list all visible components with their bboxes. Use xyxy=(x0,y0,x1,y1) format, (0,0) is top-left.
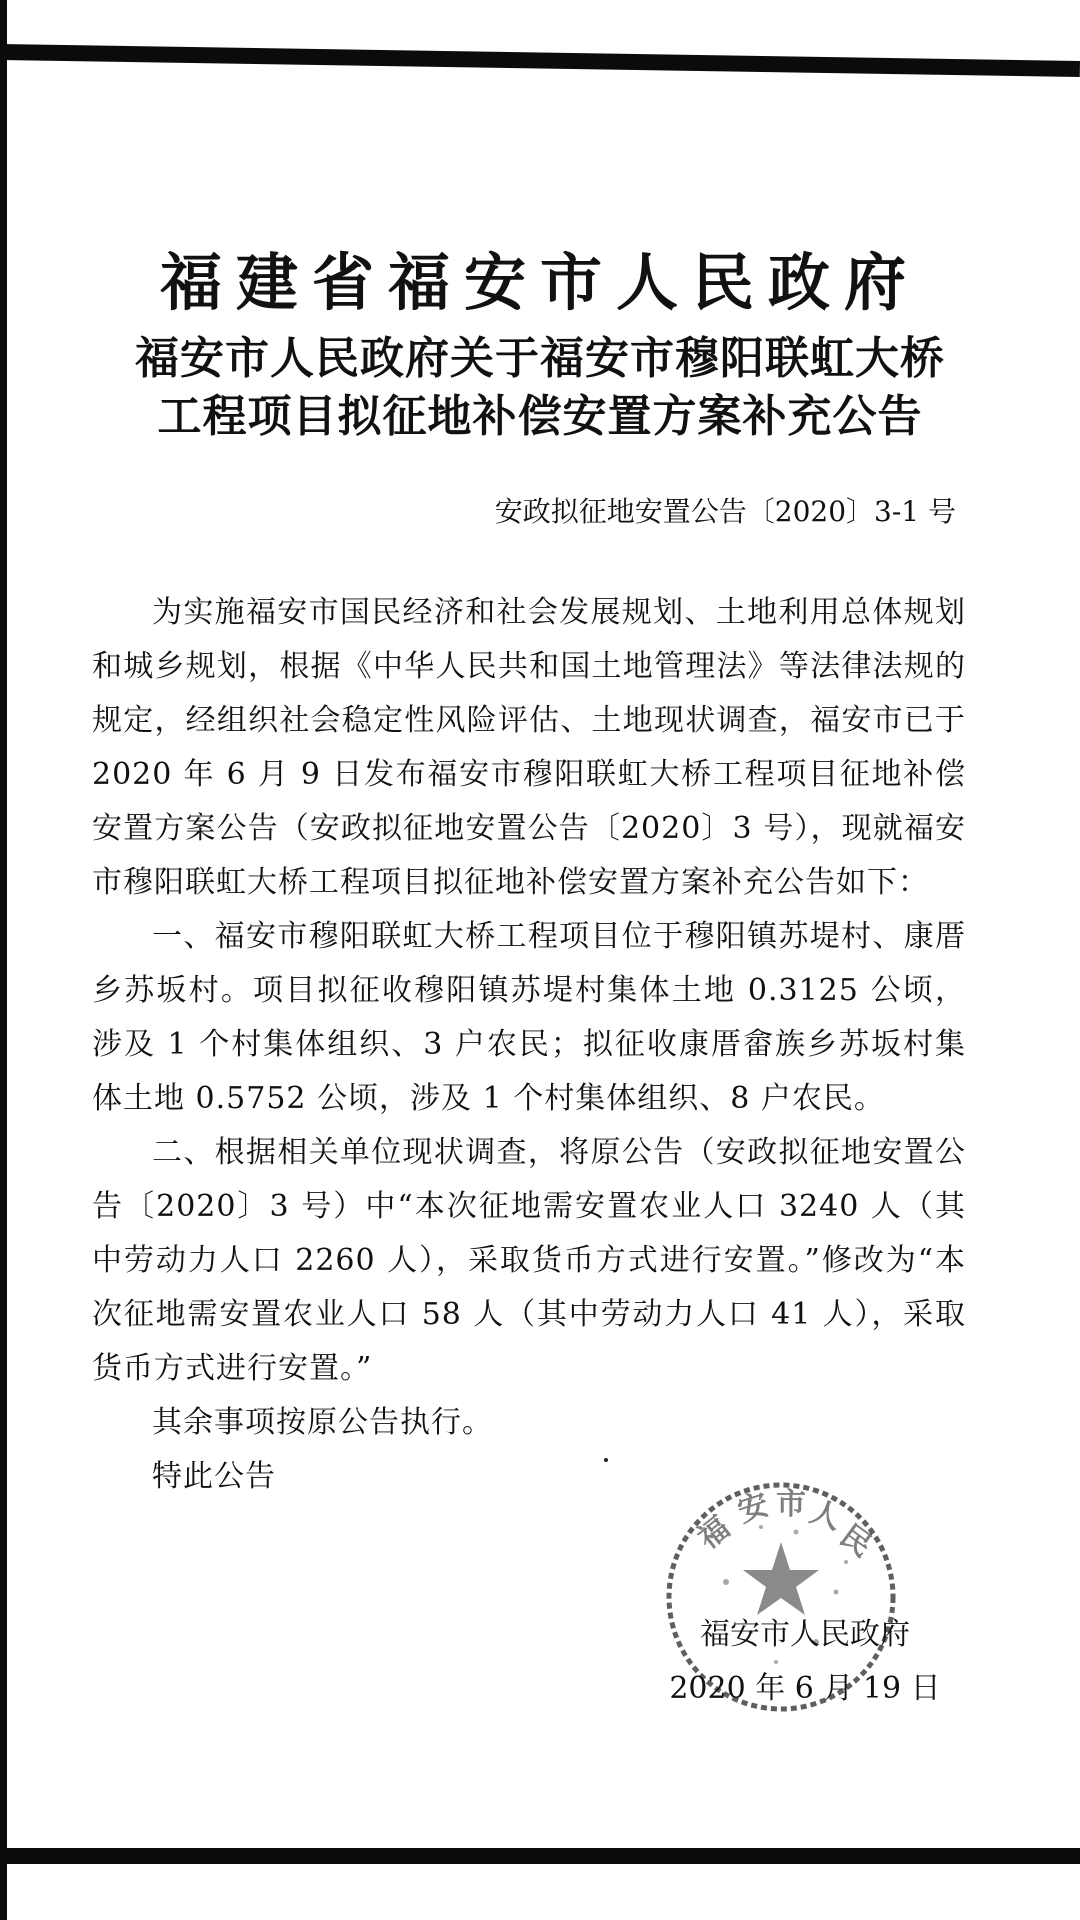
notice-title xyxy=(40,330,1040,446)
paragraph-item-2: 二、根据相关单位现状调查，将原公告（安政拟征地安置公告〔2020〕3 号）中“本次征地需安置农业人口 3240 人（其中劳动力人口 2260 人），采取货币方式进行安置。”修改为“本次征地需安置农业人口 58 人（其中劳动力人口 41 人），采取货币方式进行安置。” xyxy=(92,1135,966,1386)
signature-block xyxy=(640,1608,970,1716)
document-number: 安政拟征地安置公告〔2020〕3-1 号 xyxy=(494,495,956,528)
signature-issuer: 福安市人民政府 xyxy=(700,1617,910,1652)
notice-body xyxy=(92,586,966,1504)
notice-title-line-1: 福安市人民政府关于福安市穆阳联虹大桥 xyxy=(135,333,945,384)
paragraph-closing: 特此公告 xyxy=(152,1459,276,1494)
svg-text:民: 民 xyxy=(833,1518,879,1565)
svg-text:人: 人 xyxy=(805,1494,845,1537)
issuing-organization-title: 福建省福安市人民政府 xyxy=(159,246,920,319)
svg-text:安: 安 xyxy=(733,1487,774,1530)
paragraph-item-1: 一、福安市穆阳联虹大桥工程项目位于穆阳镇苏堤村、康厝乡苏坂村。项目拟征收穆阳镇苏堤村集体土地 0.3125 公顷，涉及 1 个村集体组织、3 户农民；拟征收康厝畲族乡苏坂村集体土地 0.5752 公顷，涉及 1 个村集体组织、8 户农民。 xyxy=(92,919,966,1116)
paragraph-intro: 为实施福安市国民经济和社会发展规划、土地利用总体规划和城乡规划，根据《中华人民共和国土地管理法》等法律法规的规定，经组织社会稳定性风险评估、土地现状调查，福安市已于 2020 年 6 月 9 日发布福安市穆阳联虹大桥工程项目征地补偿安置方案公告（安政拟征地安置公告〔2020〕3 号），现就福安市穆阳联虹大桥工程项目拟征地补偿安置方案补充公告如下： xyxy=(92,595,966,900)
svg-text:福: 福 xyxy=(691,1510,737,1557)
paragraph-remaining-matters: 其余事项按原公告执行。 xyxy=(152,1405,493,1440)
signature-date: 2020 年 6 月 19 日 xyxy=(669,1671,941,1706)
scan-edge-bottom xyxy=(0,1848,1080,1864)
notice-title-line-2: 工程项目拟征地补偿安置方案补充公告 xyxy=(157,391,923,442)
scan-speck xyxy=(604,1458,608,1462)
scan-edge-top xyxy=(0,44,1080,77)
svg-text:市: 市 xyxy=(776,1487,806,1522)
scan-edge-left xyxy=(0,0,7,1920)
